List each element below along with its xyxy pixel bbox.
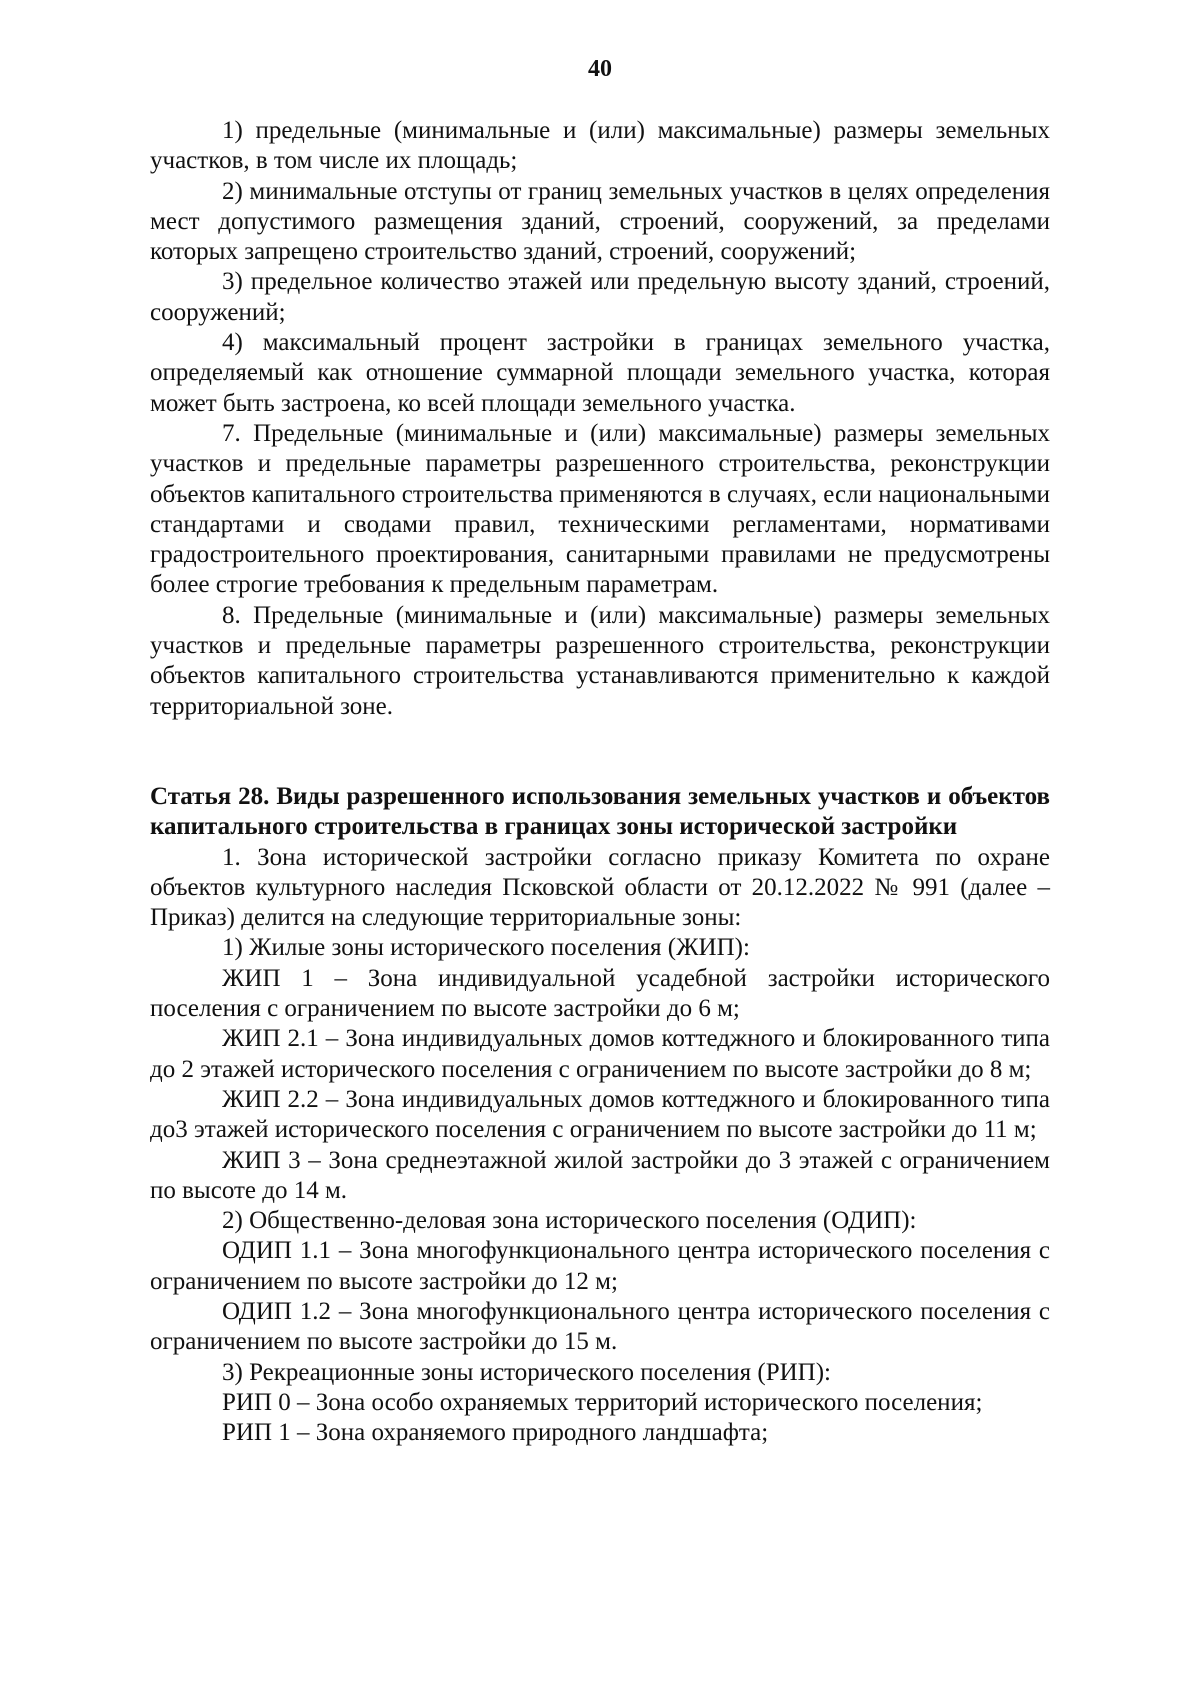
paragraph: 8. Предельные (минимальные и (или) максимальные) размеры земельных участков и предельные параметры разрешенного строительства, реконструкции объектов капитального строительства устанавливаются применительно к каждой территориальной зоне. xyxy=(150,601,1050,720)
paragraph: ОДИП 1.2 – Зона многофункционального центра исторического поселения с ограничением по высоте застройки до 15 м. xyxy=(150,1297,1050,1356)
paragraph: 1) предельные (минимальные и (или) максимальные) размеры земельных участков, в том числе их площадь; xyxy=(150,117,1050,175)
paragraph: РИП 0 – Зона особо охраняемых территорий исторического поселения; xyxy=(222,1388,983,1416)
paragraph: РИП 1 – Зона охраняемого природного ландшафта; xyxy=(222,1419,769,1447)
paragraph: 1. Зона исторической застройки согласно приказу Комитета по охране объектов культурного наследия Псковской области от 20.12.2022 № 991 (далее – Приказ) делится на следующие территориальные зоны: xyxy=(150,843,1050,932)
section-spacer xyxy=(150,722,1050,782)
paragraph: 7. Предельные (минимальные и (или) максимальные) размеры земельных участков и предельные параметры разрешенного строительства, реконструкции объектов капитального строительства применяются в случаях, если национальными стандартами и сводами правил, техническими регламентами, нормативами градостроительного проектирования, санитарными правилами не предусмотрены более строгие требования к предельным параметрам. xyxy=(150,419,1050,599)
document-body xyxy=(150,116,1050,1448)
paragraph: 3) Рекреационные зоны исторического поселения (РИП): xyxy=(222,1358,831,1386)
paragraph: 3) предельное количество этажей или предельную высоту зданий, строений, сооружений; xyxy=(150,268,1050,326)
paragraph: 2) Общественно-деловая зона исторического поселения (ОДИП): xyxy=(222,1207,917,1235)
paragraph: 4) максимальный процент застройки в границах земельного участка, определяемый как отношение суммарной площади земельного участка, которая может быть застроена, ко всей площади земельного участка. xyxy=(150,329,1050,417)
paragraph: 2) минимальные отступы от границ земельных участков в целях определения мест допустимого размещения зданий, строений, сооружений, за пределами которых запрещено строительство зданий, строений, сооружений; xyxy=(150,177,1050,266)
paragraph: ЖИП 3 – Зона среднеэтажной жилой застройки до 3 этажей с ограничением по высоте до 14 м. xyxy=(150,1146,1050,1204)
paragraph: 1) Жилые зоны исторического поселения (ЖИП): xyxy=(222,934,750,962)
article-heading: Статья 28. Виды разрешенного использования земельных участков и объектов капитального строительства в границах зоны исторической застройки xyxy=(150,782,1050,841)
paragraph: ЖИП 2.1 – Зона индивидуальных домов коттеджного и блокированного типа до 2 этажей исторического поселения с ограничением по высоте застройки до 8 м; xyxy=(150,1025,1050,1083)
page-number: 40 xyxy=(588,56,612,82)
paragraph: ЖИП 1 – Зона индивидуальной усадебной застройки исторического поселения с ограничением по высоте застройки до 6 м; xyxy=(150,964,1050,1023)
paragraph: ОДИП 1.1 – Зона многофункционального центра исторического поселения с ограничением по высоте застройки до 12 м; xyxy=(150,1237,1050,1295)
paragraph: ЖИП 2.2 – Зона индивидуальных домов коттеджного и блокированного типа до3 этажей исторического поселения с ограничением по высоте застройки до 11 м; xyxy=(150,1085,1050,1144)
